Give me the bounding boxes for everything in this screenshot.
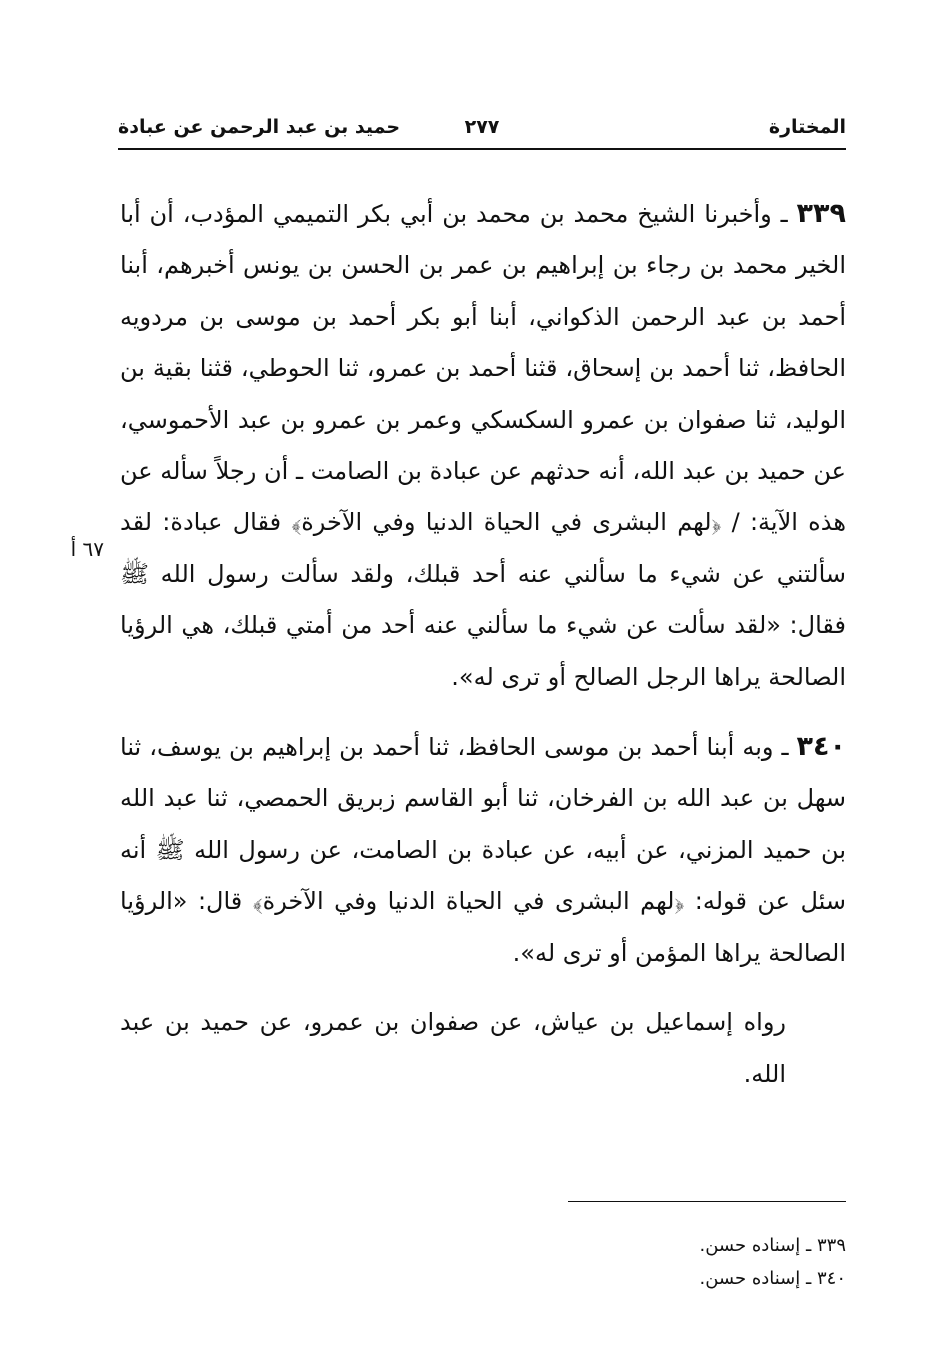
hadith-340 [120,721,846,979]
section-title: حميد بن عبد الرحمن عن عبادة [118,116,401,138]
narration-note [120,997,846,1100]
footnote-339: ٣٣٩ ـ إسناده حسن. [699,1235,846,1256]
manuscript-folio-note: ٦٧ أ [70,537,104,561]
footnotes [480,1229,846,1295]
hadith-text: ـ وأخبرنا الشيخ محمد بن محمد بن أبي بكر التميمي المؤدب، أن أبا الخير محمد بن رجاء بن إبراهيم بن عمر بن الحسن بن يونس أخبرهم، أبنا أحمد بن عبد الرحمن الذكواني، أبنا أبو بكر أحمد بن موسى بن مردويه الحافظ، ثنا أحمد بن إسحاق، قثنا أحمد بن عمرو، ثنا الحوطي، قثنا بقية بن الوليد، ثنا صفوان بن عمرو السكسكي وعمر بن عمرو بن عبد الأحموسي، عن حميد بن عبد الله، أنه حدثهم عن عبادة بن الصامت ـ أن رجلاً سأله عن هذه الآية: / ﴿لهم البشرى في الحياة الدنيا وفي الآخرة﴾ فقال عبادة: لقد سألتني عن شيء ما سألني عنه أحد قبلك، ولقد سألت رسول الله ﷺ فقال: «لقد سألت عن شيء ما سألني عنه أحد من أمتي قبلك، هي الرؤيا الصالحة يراها الرجل الصالح أو ترى له». [120,200,846,691]
page-number: ٢٧٧ [464,116,500,138]
narration-text: رواه إسماعيل بن عياش، عن صفوان بن عمرو، عن حميد بن عبد الله. [120,1008,786,1088]
hadith-number: ٣٤٠ [796,731,846,763]
running-header [118,112,846,148]
book-title: المختارة [768,116,846,138]
header-divider [118,148,846,150]
main-text [120,188,846,1100]
footnote-340: ٣٤٠ ـ إسناده حسن. [699,1268,846,1289]
hadith-number: ٣٣٩ [796,198,846,229]
hadith-339 [120,188,846,703]
hadith-text: ـ وبه أبنا أحمد بن موسى الحافظ، ثنا أحمد بن إبراهيم بن يوسف، ثنا سهل بن عبد الله بن الفرخان، ثنا أبو القاسم زبريق الحمصي، ثنا عبد الله بن حميد المزني، عن أبيه، عن عبادة بن الصامت، عن رسول الله ﷺ أنه سئل عن قوله: ﴿لهم البشرى في الحياة الدنيا وفي الآخرة﴾ قال: «الرؤيا الصالحة يراها المؤمن أو ترى له». [120,733,846,967]
footnote-divider [568,1201,846,1202]
